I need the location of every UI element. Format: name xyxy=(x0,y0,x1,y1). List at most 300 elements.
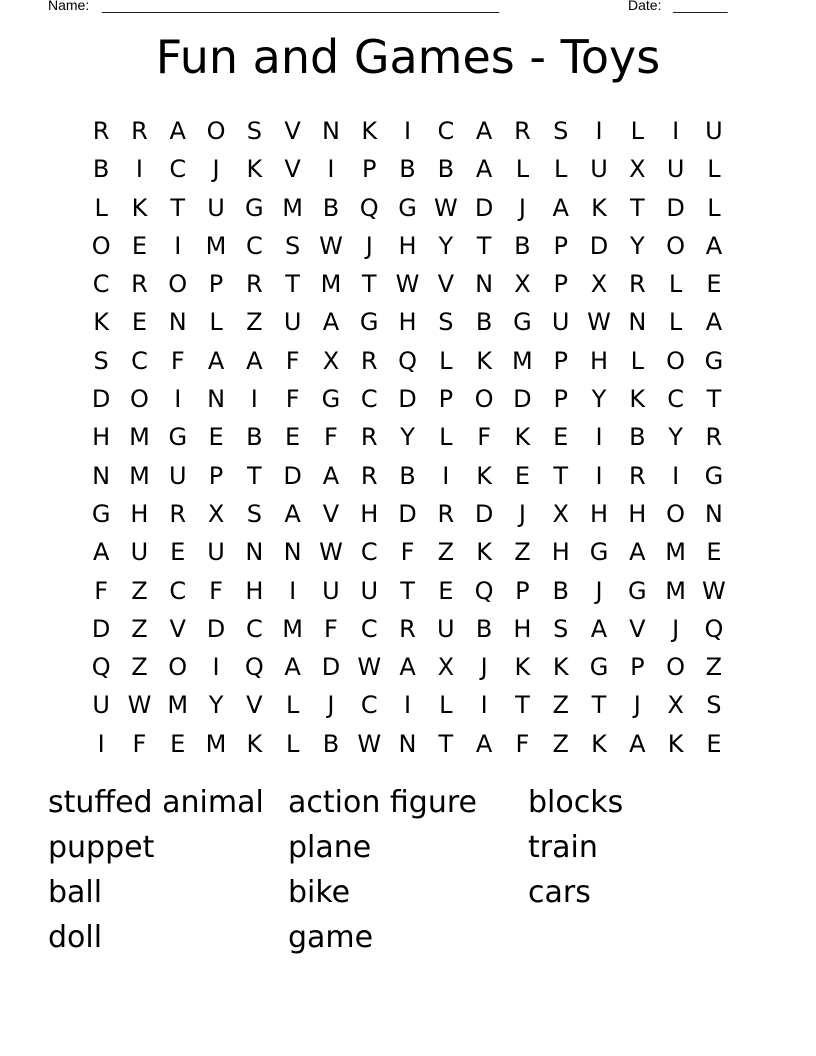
grid-letter: B xyxy=(399,155,416,184)
grid-letter: F xyxy=(400,538,415,567)
grid-letter: E xyxy=(706,729,722,758)
grid-letter: E xyxy=(208,423,224,452)
page-title: Fun and Games - Toys xyxy=(155,30,661,84)
grid-letter: E xyxy=(553,423,569,452)
grid-letter: R xyxy=(514,117,531,145)
grid-letter: K xyxy=(667,729,684,758)
grid-letter: L xyxy=(554,155,568,184)
grid-letter: N xyxy=(398,729,417,758)
grid-letter: E xyxy=(131,308,148,337)
grid-letter: K xyxy=(514,653,531,682)
grid-letter: T xyxy=(400,576,415,605)
grid-letter: D xyxy=(513,385,532,414)
grid-letter: O xyxy=(206,117,226,145)
grid-letter: K xyxy=(131,193,148,222)
word-list-item: action figure xyxy=(288,785,477,820)
grid-letter: I xyxy=(595,461,603,490)
grid-letter: P xyxy=(553,385,568,414)
grid-letter: U xyxy=(360,576,379,605)
grid-letter: L xyxy=(630,117,644,145)
grid-letter: L xyxy=(285,729,300,758)
grid-letter: P xyxy=(361,155,377,184)
grid-letter: A xyxy=(629,729,646,758)
grid-letter: J xyxy=(480,653,488,682)
grid-letter: Z xyxy=(131,576,148,605)
grid-letter: G xyxy=(91,499,111,528)
grid-letter: A xyxy=(399,653,416,682)
grid-letter: E xyxy=(170,538,186,567)
grid-letter: V xyxy=(284,117,301,145)
grid-letter: X xyxy=(437,653,455,682)
grid-letter: U xyxy=(168,461,187,490)
word-list-item: train xyxy=(528,830,598,865)
grid-letter: A xyxy=(322,308,340,337)
grid-letter: W xyxy=(357,653,382,682)
grid-letter: E xyxy=(706,270,722,299)
grid-letter: S xyxy=(285,231,301,260)
grid-letter: A xyxy=(322,461,340,490)
grid-letter: P xyxy=(553,270,568,299)
grid-letter: Z xyxy=(552,729,569,758)
grid-letter: L xyxy=(439,423,453,452)
grid-letter: J xyxy=(595,576,603,605)
grid-letter: A xyxy=(552,193,569,222)
grid-letter: T xyxy=(438,729,454,758)
grid-letter: U xyxy=(92,691,110,720)
grid-letter: D xyxy=(91,385,111,414)
grid-letter: L xyxy=(439,346,453,375)
grid-letter: F xyxy=(477,423,492,452)
grid-letter: X xyxy=(667,691,684,720)
grid-letter: G xyxy=(589,538,609,567)
grid-letter: I xyxy=(595,423,603,452)
grid-letter: R xyxy=(360,461,378,490)
grid-letter: G xyxy=(245,193,264,222)
grid-letter: Y xyxy=(629,231,645,260)
grid-letter: B xyxy=(475,308,493,337)
grid-letter: I xyxy=(442,461,450,490)
grid-letter: B xyxy=(322,729,340,758)
grid-letter: T xyxy=(515,691,530,720)
grid-letter: L xyxy=(94,193,108,222)
grid-letter: K xyxy=(514,423,531,452)
grid-letter: H xyxy=(589,499,609,528)
grid-letter: Z xyxy=(131,653,148,682)
word-list xyxy=(48,780,768,960)
grid-letter: I xyxy=(250,385,258,414)
grid-letter: I xyxy=(672,461,680,490)
grid-letter: E xyxy=(514,461,530,490)
grid-letter: V xyxy=(437,270,455,299)
grid-letter: L xyxy=(630,346,644,375)
grid-letter: L xyxy=(668,270,683,299)
grid-letter: W xyxy=(319,231,343,260)
grid-letter: F xyxy=(132,729,147,758)
grid-letter: C xyxy=(437,117,455,145)
grid-letter: A xyxy=(629,538,646,567)
grid-letter: I xyxy=(97,729,105,758)
grid-letter: L xyxy=(668,308,683,337)
grid-letter: Z xyxy=(131,614,148,643)
grid-letter: D xyxy=(398,385,417,414)
grid-letter: P xyxy=(515,576,530,605)
grid-letter: C xyxy=(245,231,263,260)
grid-letter: B xyxy=(92,155,110,184)
grid-letter: W xyxy=(433,193,458,222)
grid-letter: V xyxy=(284,155,301,184)
grid-letter: H xyxy=(589,346,609,375)
grid-letter: E xyxy=(706,538,722,567)
grid-letter: F xyxy=(209,576,223,605)
grid-letter: C xyxy=(92,270,110,299)
grid-letter: N xyxy=(475,270,494,299)
grid-letter: O xyxy=(666,499,686,528)
grid-letter: K xyxy=(246,729,263,758)
grid-letter: R xyxy=(92,117,110,145)
grid-letter: G xyxy=(398,193,417,222)
grid-letter: C xyxy=(360,614,378,643)
grid-letter: K xyxy=(552,653,569,682)
grid-letter: N xyxy=(283,538,302,567)
grid-letter: K xyxy=(93,308,110,337)
name-label: Name: xyxy=(48,0,90,13)
grid-letter: U xyxy=(437,614,455,643)
grid-letter: J xyxy=(327,691,335,720)
grid-letter: J xyxy=(633,691,641,720)
grid-letter: S xyxy=(246,499,262,528)
grid-letter: I xyxy=(403,691,412,720)
grid-letter: M xyxy=(282,193,303,222)
grid-letter: B xyxy=(246,423,263,452)
grid-letter: G xyxy=(321,385,341,414)
grid-letter: I xyxy=(174,385,182,414)
grid-letter: U xyxy=(705,117,723,145)
grid-letter: T xyxy=(361,270,377,299)
word-list-item: cars xyxy=(528,875,591,910)
grid-letter: E xyxy=(285,423,301,452)
grid-letter: F xyxy=(94,576,109,605)
grid-letter: D xyxy=(398,499,417,528)
grid-letter: O xyxy=(666,653,686,682)
grid-letter: P xyxy=(208,270,224,299)
grid-letter: K xyxy=(591,193,607,222)
grid-letter: B xyxy=(629,423,646,452)
grid-letter: G xyxy=(359,308,379,337)
grid-letter: J xyxy=(672,614,680,643)
grid-letter: V xyxy=(169,614,186,643)
date-label: Date: xyxy=(628,0,662,13)
grid-letter: X xyxy=(514,270,531,299)
word-list-item: puppet xyxy=(48,830,155,865)
grid-letter: D xyxy=(321,653,341,682)
grid-letter: N xyxy=(92,461,111,490)
grid-letter: M xyxy=(282,614,303,643)
grid-letter: O xyxy=(168,653,188,682)
grid-letter: X xyxy=(552,499,569,528)
word-list-item: ball xyxy=(48,875,103,910)
date-blank: _______ xyxy=(673,0,728,13)
grid-letter: F xyxy=(285,385,300,414)
grid-letter: Q xyxy=(398,346,417,375)
grid-letter: A xyxy=(246,346,263,375)
grid-letter: L xyxy=(285,691,300,720)
grid-letter: Y xyxy=(208,691,224,720)
grid-letter: O xyxy=(168,270,188,299)
grid-letter: H xyxy=(245,576,264,605)
grid-letter: J xyxy=(518,499,526,528)
grid-letter: Z xyxy=(514,538,531,567)
grid-letter: B xyxy=(475,614,493,643)
grid-letter: D xyxy=(91,614,111,643)
grid-letter: I xyxy=(672,117,680,145)
grid-letter: O xyxy=(666,346,686,375)
grid-letter: M xyxy=(167,691,189,720)
grid-letter: P xyxy=(553,346,568,375)
grid-letter: E xyxy=(438,576,454,605)
grid-letter: H xyxy=(551,538,570,567)
grid-letter: U xyxy=(207,193,225,222)
grid-letter: W xyxy=(587,308,611,337)
grid-letter: T xyxy=(553,461,569,490)
grid-letter: A xyxy=(207,346,225,375)
grid-letter: X xyxy=(590,270,608,299)
grid-letter: B xyxy=(552,576,569,605)
grid-letter: Z xyxy=(552,691,569,720)
grid-letter: D xyxy=(206,614,226,643)
grid-letter: P xyxy=(630,653,645,682)
grid-letter: W xyxy=(127,691,152,720)
grid-letter: A xyxy=(475,729,493,758)
grid-letter: R xyxy=(131,117,148,145)
grid-letter: R xyxy=(705,423,723,452)
grid-letter: F xyxy=(170,346,185,375)
grid-letter: H xyxy=(130,499,149,528)
grid-letter: A xyxy=(590,614,608,643)
grid-letter: Q xyxy=(704,614,724,643)
grid-letter: S xyxy=(553,117,569,145)
grid-letter: N xyxy=(245,538,264,567)
grid-letter: T xyxy=(591,691,607,720)
grid-letter: L xyxy=(707,155,721,184)
grid-letter: M xyxy=(205,231,227,260)
grid-letter: V xyxy=(246,691,263,720)
grid-letter: Z xyxy=(437,538,455,567)
grid-letter: G xyxy=(513,308,532,337)
grid-letter: H xyxy=(360,499,379,528)
word-list-item: plane xyxy=(288,830,372,865)
grid-letter: X xyxy=(207,499,225,528)
grid-letter: R xyxy=(628,270,646,299)
grid-letter: B xyxy=(514,231,531,260)
grid-letter: C xyxy=(360,538,378,567)
letter-grid xyxy=(82,112,733,763)
grid-letter: F xyxy=(324,614,338,643)
grid-letter: U xyxy=(322,576,340,605)
grid-letter: X xyxy=(629,155,646,184)
grid-letter: T xyxy=(476,231,492,260)
word-list-item: blocks xyxy=(528,785,624,820)
grid-letter: K xyxy=(476,538,492,567)
grid-letter: J xyxy=(365,231,373,260)
grid-letter: N xyxy=(628,308,647,337)
grid-letter: S xyxy=(706,691,722,720)
grid-letter: N xyxy=(207,385,226,414)
grid-letter: Z xyxy=(246,308,263,337)
word-list-item xyxy=(528,915,768,960)
grid-letter: A xyxy=(475,155,493,184)
grid-letter: Z xyxy=(705,653,723,682)
grid-letter: K xyxy=(476,346,492,375)
grid-letter: S xyxy=(438,308,454,337)
grid-letter: R xyxy=(360,346,378,375)
grid-letter: I xyxy=(135,155,143,184)
grid-letter: R xyxy=(628,461,646,490)
grid-letter: K xyxy=(591,729,607,758)
grid-letter: M xyxy=(665,538,686,567)
grid-letter: G xyxy=(589,653,609,682)
name-blank: ___________________________________________________ xyxy=(102,0,500,13)
grid-letter: H xyxy=(398,231,417,260)
grid-letter: H xyxy=(92,423,111,452)
grid-letter: K xyxy=(629,385,646,414)
word-list-item: bike xyxy=(288,875,351,910)
grid-letter: I xyxy=(403,117,412,145)
grid-letter: M xyxy=(129,423,150,452)
grid-letter: B xyxy=(399,461,416,490)
grid-letter: C xyxy=(169,576,187,605)
grid-letter: C xyxy=(169,155,187,184)
grid-letter: T xyxy=(706,385,722,414)
grid-letter: K xyxy=(361,117,378,145)
grid-letter: R xyxy=(131,270,148,299)
word-list-item: doll xyxy=(48,920,103,955)
grid-letter: E xyxy=(170,729,186,758)
grid-letter: N xyxy=(704,499,723,528)
grid-letter: C xyxy=(360,691,378,720)
grid-letter: O xyxy=(91,231,111,260)
grid-letter: L xyxy=(707,193,721,222)
grid-letter: D xyxy=(666,193,685,222)
grid-letter: C xyxy=(667,385,684,414)
grid-letter: F xyxy=(285,346,300,375)
grid-letter: W xyxy=(319,538,343,567)
grid-letter: U xyxy=(130,538,149,567)
grid-letter: C xyxy=(360,385,378,414)
grid-letter: U xyxy=(666,155,685,184)
grid-letter: N xyxy=(321,117,340,145)
grid-letter: Y xyxy=(668,423,683,452)
grid-letter: T xyxy=(629,193,645,222)
grid-letter: G xyxy=(168,423,188,452)
grid-letter: U xyxy=(551,308,570,337)
grid-letter: I xyxy=(595,117,603,145)
grid-letter: C xyxy=(131,346,148,375)
grid-letter: P xyxy=(208,461,224,490)
grid-letter: M xyxy=(320,270,342,299)
grid-letter: I xyxy=(289,576,297,605)
grid-letter: G xyxy=(704,461,724,490)
grid-letter: A xyxy=(475,117,493,145)
grid-letter: I xyxy=(327,155,335,184)
grid-letter: C xyxy=(245,614,263,643)
grid-letter: A xyxy=(705,231,723,260)
grid-letter: H xyxy=(513,614,532,643)
grid-letter: J xyxy=(518,193,526,222)
grid-letter: Q xyxy=(474,576,494,605)
grid-letter: S xyxy=(246,117,262,145)
grid-letter: T xyxy=(247,461,262,490)
grid-letter: A xyxy=(705,308,723,337)
header-line xyxy=(48,0,748,17)
word-list-item: stuffed animal xyxy=(48,785,264,820)
grid-letter: L xyxy=(515,155,530,184)
grid-letter: O xyxy=(130,385,149,414)
grid-letter: S xyxy=(553,614,569,643)
grid-letter: I xyxy=(212,653,220,682)
grid-letter: G xyxy=(628,576,647,605)
grid-letter: K xyxy=(246,155,263,184)
grid-letter: D xyxy=(474,193,494,222)
grid-letter: T xyxy=(285,270,300,299)
grid-letter: O xyxy=(666,231,686,260)
grid-letter: A xyxy=(92,538,110,567)
grid-letter: Q xyxy=(244,653,264,682)
grid-letter: F xyxy=(324,423,338,452)
grid-letter: A xyxy=(284,653,301,682)
grid-letter: U xyxy=(283,308,302,337)
grid-letter: U xyxy=(207,538,225,567)
grid-letter: A xyxy=(284,499,301,528)
grid-letter: V xyxy=(322,499,340,528)
grid-letter: J xyxy=(212,155,220,184)
grid-letter: Y xyxy=(591,385,607,414)
grid-letter: R xyxy=(245,270,263,299)
grid-letter: H xyxy=(628,499,647,528)
grid-letter: G xyxy=(704,346,724,375)
grid-letter: V xyxy=(629,614,646,643)
grid-letter: F xyxy=(515,729,530,758)
grid-letter: M xyxy=(129,461,150,490)
grid-letter: R xyxy=(360,423,378,452)
grid-letter: H xyxy=(398,308,417,337)
grid-letter: M xyxy=(665,576,686,605)
grid-letter: W xyxy=(395,270,420,299)
grid-letter: R xyxy=(437,499,455,528)
grid-letter: D xyxy=(283,461,302,490)
grid-letter: I xyxy=(480,691,488,720)
grid-letter: D xyxy=(474,499,494,528)
grid-letter: L xyxy=(439,691,453,720)
grid-letter: W xyxy=(702,576,726,605)
grid-letter: B xyxy=(437,155,455,184)
grid-letter: L xyxy=(209,308,223,337)
grid-letter: Y xyxy=(400,423,415,452)
grid-letter: P xyxy=(553,231,568,260)
grid-letter: R xyxy=(399,614,416,643)
grid-letter: K xyxy=(476,461,492,490)
grid-letter: Q xyxy=(359,193,379,222)
grid-letter: N xyxy=(168,308,187,337)
grid-letter: P xyxy=(438,385,454,414)
grid-letter: R xyxy=(169,499,187,528)
grid-letter: X xyxy=(322,346,340,375)
grid-letter: M xyxy=(512,346,533,375)
grid-letter: Q xyxy=(91,653,111,682)
grid-letter: O xyxy=(474,385,494,414)
grid-letter: M xyxy=(205,729,227,758)
grid-letter: E xyxy=(131,231,148,260)
grid-letter: U xyxy=(590,155,608,184)
